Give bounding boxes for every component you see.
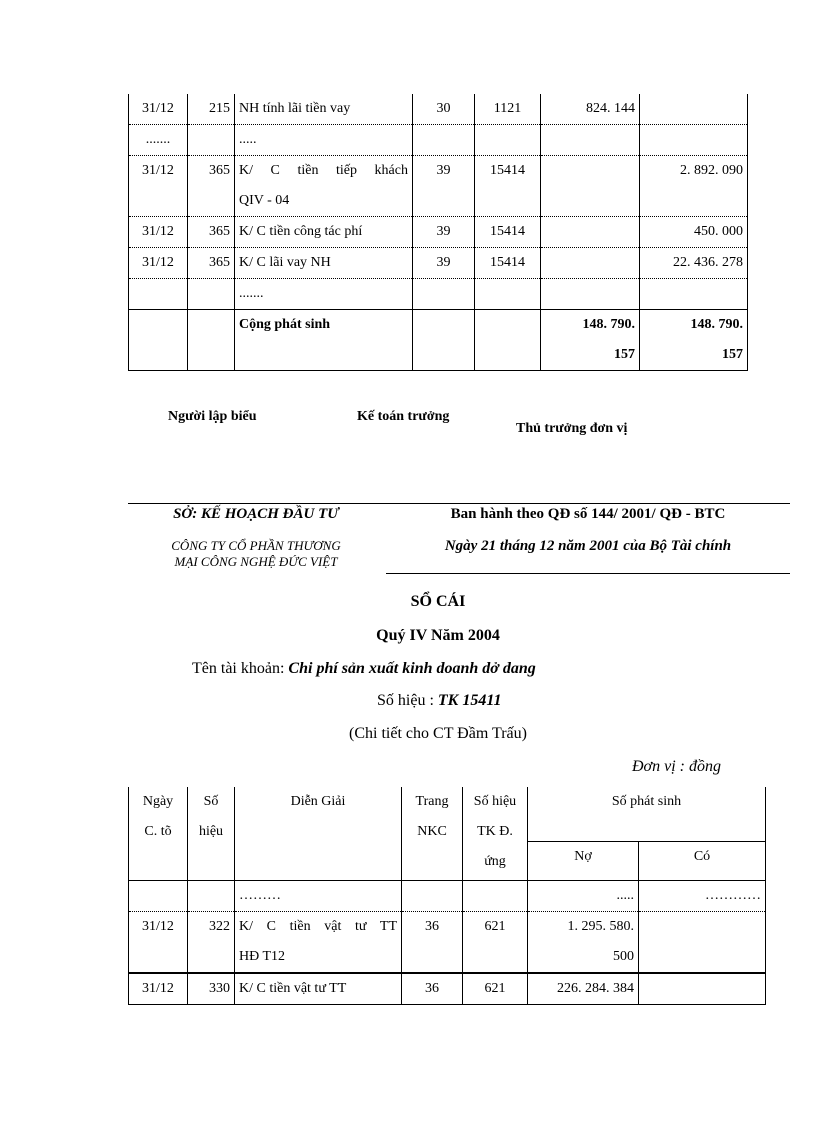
company-name <box>128 538 384 570</box>
period: Quý IV Năm 2004 <box>376 627 500 644</box>
page-cell: 39 <box>413 248 475 279</box>
header-row <box>129 787 766 842</box>
date-cell: 31/12 <box>129 912 188 974</box>
table-row <box>129 279 748 310</box>
table-row <box>129 248 748 279</box>
description-line: K/ C tiền tiếp khách <box>239 163 408 178</box>
description-cell: K/ C tiền vật tư TT <box>235 973 402 1005</box>
number-cell <box>188 310 235 371</box>
date-cell: 31/12 <box>129 248 188 279</box>
credit-cell <box>639 912 766 974</box>
header-account-line: TK Đ. <box>477 824 513 839</box>
header-bottom-rule <box>386 573 790 574</box>
debit-line: 1. 295. 580. <box>567 919 634 934</box>
number-cell <box>188 279 235 310</box>
decree-line: Ban hành theo QĐ số 144/ 2001/ QĐ - BTC <box>450 506 726 522</box>
credit-cell <box>640 279 748 310</box>
description-cell: NH tính lãi tiền vay <box>235 94 413 125</box>
header-page <box>402 787 463 881</box>
date-cell: 31/12 <box>129 973 188 1005</box>
page-title: SỔ CÁI <box>410 593 466 610</box>
page-cell: 30 <box>413 94 475 125</box>
date-cell <box>129 279 188 310</box>
decree-date: Ngày 21 tháng 12 năm 2001 của Bộ Tài chính <box>444 538 732 554</box>
description-cell <box>235 156 413 217</box>
date-cell <box>129 881 188 912</box>
table-row <box>129 125 748 156</box>
page-cell <box>402 881 463 912</box>
detail-note: (Chi tiết cho CT Đầm Trấu) <box>349 725 527 742</box>
department-name: SỞ: KẾ HOẠCH ĐẦU TƯ <box>173 506 339 522</box>
company-name-line: CÔNG TY CỔ PHẦN THƯƠNG <box>171 538 341 553</box>
table-row <box>129 156 748 217</box>
description-cell: K/ C tiền công tác phí <box>235 217 413 248</box>
account-name: Chi phí sản xuất kinh doanh dở dang <box>288 660 536 677</box>
total-credit-line: 157 <box>722 347 743 362</box>
header-debit: Nợ <box>528 842 639 881</box>
total-credit <box>640 310 748 371</box>
credit-cell: ………… <box>639 881 766 912</box>
description-line: HĐ T12 <box>239 949 286 964</box>
page-cell <box>413 279 475 310</box>
account-code-label: Số hiệu : <box>377 692 438 709</box>
debit-line: 500 <box>613 949 634 964</box>
account-name-label: Tên tài khoản: <box>192 660 289 677</box>
debit-cell: 226. 284. 384 <box>528 973 639 1005</box>
description-line: K/ C tiền vật tư TT <box>239 919 397 934</box>
table-row <box>129 912 766 974</box>
total-label: Cộng phát sinh <box>235 310 413 371</box>
table-row <box>129 881 766 912</box>
number-cell: 330 <box>188 973 235 1005</box>
debit-cell <box>541 156 640 217</box>
total-debit-line: 157 <box>614 347 635 362</box>
credit-cell: 450. 000 <box>640 217 748 248</box>
debit-cell <box>541 279 640 310</box>
description-cell: ....... <box>235 279 413 310</box>
credit-cell: 2. 892. 090 <box>640 156 748 217</box>
table-row <box>129 217 748 248</box>
account-cell: 1121 <box>475 94 541 125</box>
debit-cell <box>528 912 639 974</box>
account-cell: 621 <box>463 912 528 974</box>
header-description: Diễn Giải <box>235 787 402 881</box>
page-cell <box>413 310 475 371</box>
date-cell: ....... <box>129 125 188 156</box>
header-account-line: ứng <box>484 854 506 869</box>
ledger-table-bottom <box>128 787 766 1005</box>
signature-head-of-unit: Thủ trưởng đơn vị <box>516 421 628 436</box>
debit-cell: 824. 144 <box>541 94 640 125</box>
date-cell: 31/12 <box>129 217 188 248</box>
credit-cell <box>640 94 748 125</box>
currency-unit: Đơn vị : đồng <box>632 758 721 775</box>
debit-cell <box>541 248 640 279</box>
account-cell: 621 <box>463 973 528 1005</box>
header-account <box>463 787 528 881</box>
date-cell: 31/12 <box>129 156 188 217</box>
account-cell <box>463 881 528 912</box>
number-cell: 365 <box>188 248 235 279</box>
header-date-line: C. tõ <box>144 824 172 839</box>
page-cell <box>413 125 475 156</box>
header-account-line: Số hiệu <box>473 794 517 809</box>
page-cell: 36 <box>402 912 463 974</box>
company-name-line: MẠI CÔNG NGHỆ ĐỨC VIỆT <box>174 554 338 569</box>
total-debit <box>541 310 640 371</box>
table-row <box>129 94 748 125</box>
page-cell: 39 <box>413 156 475 217</box>
debit-cell: ..... <box>528 881 639 912</box>
account-cell <box>475 310 541 371</box>
description-line: QIV - 04 <box>239 193 290 208</box>
debit-cell <box>541 217 640 248</box>
table-row <box>129 973 766 1005</box>
account-name-line <box>192 660 536 678</box>
debit-cell <box>541 125 640 156</box>
header-date <box>129 787 188 881</box>
number-cell <box>188 125 235 156</box>
number-cell: 215 <box>188 94 235 125</box>
description-cell: ……… <box>235 881 402 912</box>
account-cell: 15414 <box>475 248 541 279</box>
description-cell: K/ C lãi vay NH <box>235 248 413 279</box>
credit-cell <box>640 125 748 156</box>
page-cell: 36 <box>402 973 463 1005</box>
signature-preparer: Người lập biểu <box>168 409 257 424</box>
account-code: TK 15411 <box>437 692 502 709</box>
ledger-table-top <box>128 94 748 371</box>
header-number <box>188 787 235 881</box>
header-page-line: NKC <box>417 824 447 839</box>
number-cell: 365 <box>188 217 235 248</box>
account-code-line <box>377 692 501 710</box>
header-page-line: Trang <box>415 794 449 809</box>
header-credit: Có <box>639 842 766 881</box>
header-top-rule <box>128 503 790 504</box>
description-cell <box>235 912 402 974</box>
account-cell <box>475 125 541 156</box>
date-cell <box>129 310 188 371</box>
header-number-line: hiệu <box>198 824 224 839</box>
credit-cell <box>639 973 766 1005</box>
date-cell: 31/12 <box>129 94 188 125</box>
header-amount: Số phát sinh <box>528 787 766 842</box>
total-row <box>129 310 748 371</box>
signature-chief-accountant: Kế toán trưởng <box>357 409 450 424</box>
header-number-line: Số <box>203 794 219 809</box>
page-cell: 39 <box>413 217 475 248</box>
description-cell: ..... <box>235 125 413 156</box>
total-debit-line: 148. 790. <box>582 317 635 332</box>
number-cell: 365 <box>188 156 235 217</box>
credit-cell: 22. 436. 278 <box>640 248 748 279</box>
account-cell: 15414 <box>475 156 541 217</box>
account-cell: 15414 <box>475 217 541 248</box>
header-date-line: Ngày <box>142 794 174 809</box>
number-cell <box>188 881 235 912</box>
total-credit-line: 148. 790. <box>690 317 743 332</box>
number-cell: 322 <box>188 912 235 974</box>
account-cell <box>475 279 541 310</box>
